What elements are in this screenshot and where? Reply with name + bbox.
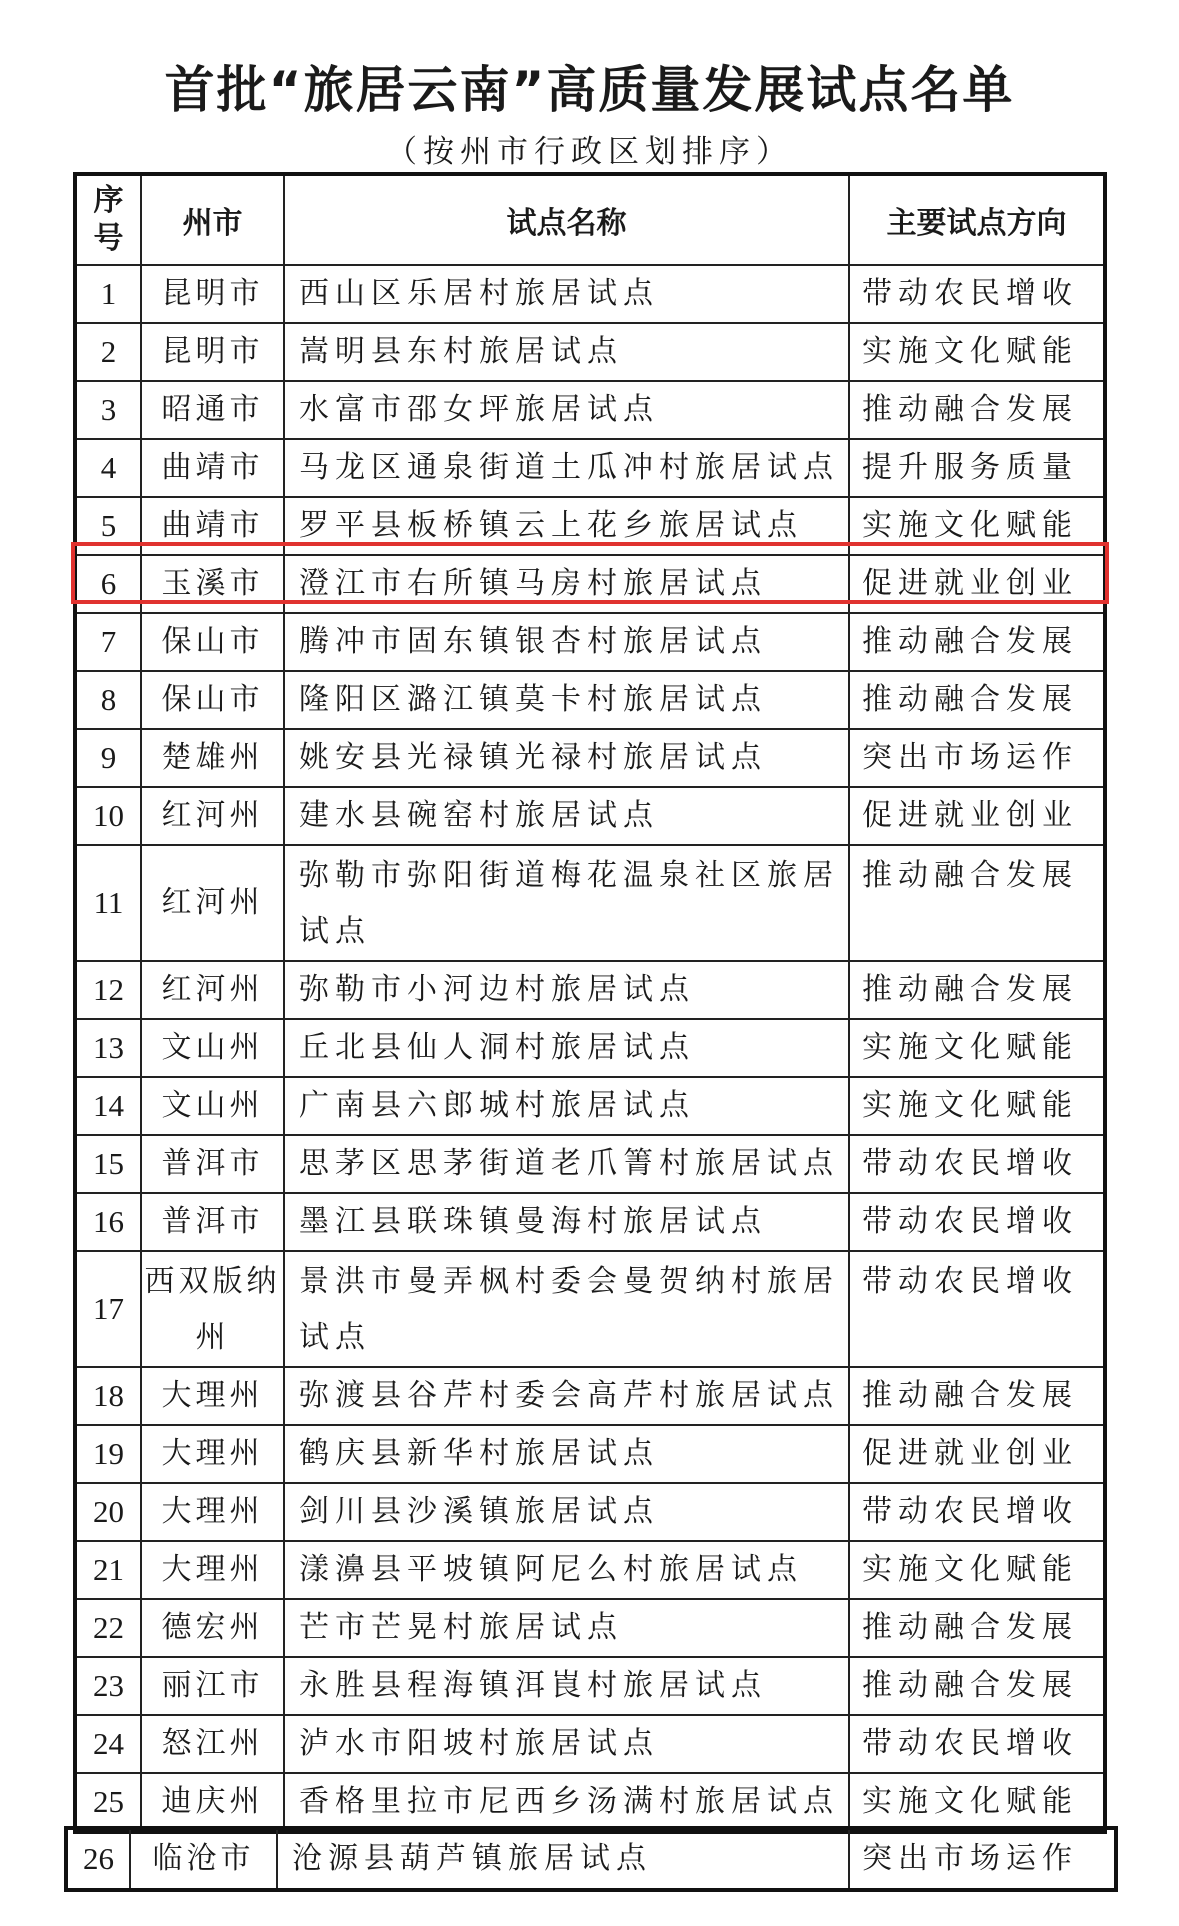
row-seq: 7 (75, 613, 141, 671)
table-row (75, 787, 1105, 845)
row-direction: 促进就业创业 (849, 555, 1105, 613)
row-city: 大理州 (141, 1425, 284, 1483)
row-city: 文山州 (141, 1019, 284, 1077)
row-city: 曲靖市 (141, 497, 284, 555)
row-seq: 22 (75, 1599, 141, 1657)
table-row (75, 671, 1105, 729)
row-city: 西双版纳州 (141, 1251, 284, 1367)
table-row (75, 1483, 1105, 1541)
table-row (75, 1367, 1105, 1425)
row-seq: 26 (66, 1828, 130, 1890)
row-pilot-name: 弥勒市弥阳街道梅花温泉社区旅居试点 (284, 845, 849, 961)
row-pilot-name: 水富市邵女坪旅居试点 (284, 381, 849, 439)
row-city: 保山市 (141, 613, 284, 671)
table-row (75, 381, 1105, 439)
row-city: 大理州 (141, 1367, 284, 1425)
table-row (75, 1019, 1105, 1077)
row-seq: 23 (75, 1657, 141, 1715)
row-seq: 1 (75, 265, 141, 323)
row-city: 昆明市 (141, 323, 284, 381)
row-direction: 推动融合发展 (849, 671, 1105, 729)
page-title: 首批“旅居云南”高质量发展试点名单 (164, 61, 1015, 119)
row-direction: 促进就业创业 (849, 1425, 1105, 1483)
row-city: 大理州 (141, 1541, 284, 1599)
row-seq: 16 (75, 1193, 141, 1251)
row-city: 普洱市 (141, 1193, 284, 1251)
table-row (75, 1425, 1105, 1483)
row-seq: 8 (75, 671, 141, 729)
row-seq: 19 (75, 1425, 141, 1483)
row-seq: 11 (75, 845, 141, 961)
row-direction: 推动融合发展 (849, 1599, 1105, 1657)
row-city: 丽江市 (141, 1657, 284, 1715)
row-direction: 推动融合发展 (849, 613, 1105, 671)
row-city: 昆明市 (141, 265, 284, 323)
row-direction: 带动农民增收 (849, 1193, 1105, 1251)
row-pilot-name: 景洪市曼弄枫村委会曼贺纳村旅居试点 (284, 1251, 849, 1367)
table-row (75, 613, 1105, 671)
table-row (75, 439, 1105, 497)
row-seq: 15 (75, 1135, 141, 1193)
table-row (75, 265, 1105, 323)
row-seq: 17 (75, 1251, 141, 1367)
row-city: 曲靖市 (141, 439, 284, 497)
row-pilot-name: 墨江县联珠镇曼海村旅居试点 (284, 1193, 849, 1251)
table-row (75, 961, 1105, 1019)
row-pilot-name: 西山区乐居村旅居试点 (284, 265, 849, 323)
row-pilot-name: 隆阳区潞江镇莫卡村旅居试点 (284, 671, 849, 729)
row-seq: 13 (75, 1019, 141, 1077)
row-seq: 21 (75, 1541, 141, 1599)
row-pilot-name: 泸水市阳坡村旅居试点 (284, 1715, 849, 1773)
row-pilot-name: 澄江市右所镇马房村旅居试点 (284, 555, 849, 613)
table-row (75, 1251, 1105, 1367)
row-city: 昭通市 (141, 381, 284, 439)
table-row (75, 1657, 1105, 1715)
row-seq: 14 (75, 1077, 141, 1135)
row-direction: 实施文化赋能 (849, 1541, 1105, 1599)
row-direction: 提升服务质量 (849, 439, 1105, 497)
row-seq: 6 (75, 555, 141, 613)
row-direction: 实施文化赋能 (849, 323, 1105, 381)
table-row (75, 729, 1105, 787)
row-pilot-name: 剑川县沙溪镇旅居试点 (284, 1483, 849, 1541)
row-pilot-name: 广南县六郎城村旅居试点 (284, 1077, 849, 1135)
row-city: 红河州 (141, 845, 284, 961)
row-seq: 25 (75, 1773, 141, 1832)
row-seq: 5 (75, 497, 141, 555)
table-row (75, 1077, 1105, 1135)
row-direction: 带动农民增收 (849, 1483, 1105, 1541)
row-pilot-name: 永胜县程海镇洱崀村旅居试点 (284, 1657, 849, 1715)
header-direction: 主要试点方向 (849, 174, 1105, 265)
table-row (75, 845, 1105, 961)
header-city: 州市 (141, 174, 284, 265)
table-row (75, 497, 1105, 555)
row-seq: 10 (75, 787, 141, 845)
table-row (75, 1715, 1105, 1773)
row-seq: 2 (75, 323, 141, 381)
row-pilot-name: 马龙区通泉街道土瓜冲村旅居试点 (284, 439, 849, 497)
row-pilot-name: 弥勒市小河边村旅居试点 (284, 961, 849, 1019)
row-direction: 突出市场运作 (849, 1828, 1116, 1890)
row-direction: 带动农民增收 (849, 1251, 1105, 1367)
row-city: 临沧市 (130, 1828, 277, 1890)
row-city: 楚雄州 (141, 729, 284, 787)
table-row (75, 1541, 1105, 1599)
row-pilot-name: 建水县碗窑村旅居试点 (284, 787, 849, 845)
row-city: 大理州 (141, 1483, 284, 1541)
row-pilot-name: 香格里拉市尼西乡汤满村旅居试点 (284, 1773, 849, 1832)
row-direction: 推动融合发展 (849, 961, 1105, 1019)
table-row (75, 1193, 1105, 1251)
row-direction: 实施文化赋能 (849, 1773, 1105, 1832)
row-pilot-name: 芒市芒晃村旅居试点 (284, 1599, 849, 1657)
row-pilot-name: 弥渡县谷芹村委会高芹村旅居试点 (284, 1367, 849, 1425)
row-direction: 带动农民增收 (849, 1715, 1105, 1773)
row-direction: 促进就业创业 (849, 787, 1105, 845)
row-city: 红河州 (141, 961, 284, 1019)
row-city: 红河州 (141, 787, 284, 845)
row-city: 玉溪市 (141, 555, 284, 613)
table-row (75, 1773, 1105, 1832)
row-pilot-name: 罗平县板桥镇云上花乡旅居试点 (284, 497, 849, 555)
row-seq: 3 (75, 381, 141, 439)
row-seq: 18 (75, 1367, 141, 1425)
row-direction: 实施文化赋能 (849, 1077, 1105, 1135)
row-pilot-name: 腾冲市固东镇银杏村旅居试点 (284, 613, 849, 671)
row-pilot-name: 嵩明县东村旅居试点 (284, 323, 849, 381)
row-seq: 12 (75, 961, 141, 1019)
row-direction: 推动融合发展 (849, 1657, 1105, 1715)
table-row (66, 1828, 1116, 1890)
header-seq: 序号 (75, 174, 141, 265)
row-pilot-name: 漾濞县平坡镇阿尼么村旅居试点 (284, 1541, 849, 1599)
row-city: 保山市 (141, 671, 284, 729)
row-city: 普洱市 (141, 1135, 284, 1193)
row-pilot-name: 思茅区思茅街道老爪箐村旅居试点 (284, 1135, 849, 1193)
row-direction: 突出市场运作 (849, 729, 1105, 787)
row-city: 迪庆州 (141, 1773, 284, 1832)
row-direction: 推动融合发展 (849, 1367, 1105, 1425)
row-pilot-name: 丘北县仙人洞村旅居试点 (284, 1019, 849, 1077)
table-row (75, 1135, 1105, 1193)
row-direction: 推动融合发展 (849, 845, 1105, 961)
row-direction: 推动融合发展 (849, 381, 1105, 439)
row-direction: 实施文化赋能 (849, 1019, 1105, 1077)
table-header-row (75, 174, 1105, 265)
row-direction: 实施文化赋能 (849, 497, 1105, 555)
row-seq: 20 (75, 1483, 141, 1541)
pilot-list-table (73, 172, 1107, 1834)
row-seq: 4 (75, 439, 141, 497)
row-pilot-name: 姚安县光禄镇光禄村旅居试点 (284, 729, 849, 787)
table-row (75, 323, 1105, 381)
row-direction: 带动农民增收 (849, 1135, 1105, 1193)
row-seq: 9 (75, 729, 141, 787)
row-city: 德宏州 (141, 1599, 284, 1657)
table-row (75, 555, 1105, 613)
row-seq: 24 (75, 1715, 141, 1773)
row-city: 怒江州 (141, 1715, 284, 1773)
page-subtitle: （按州市行政区划排序） (386, 134, 793, 170)
row-pilot-name: 沧源县葫芦镇旅居试点 (277, 1828, 849, 1890)
row-direction: 带动农民增收 (849, 265, 1105, 323)
table-row (75, 1599, 1105, 1657)
row-pilot-name: 鹤庆县新华村旅居试点 (284, 1425, 849, 1483)
extra-pilot-row-table (64, 1826, 1118, 1892)
row-city: 文山州 (141, 1077, 284, 1135)
header-name: 试点名称 (284, 174, 849, 265)
